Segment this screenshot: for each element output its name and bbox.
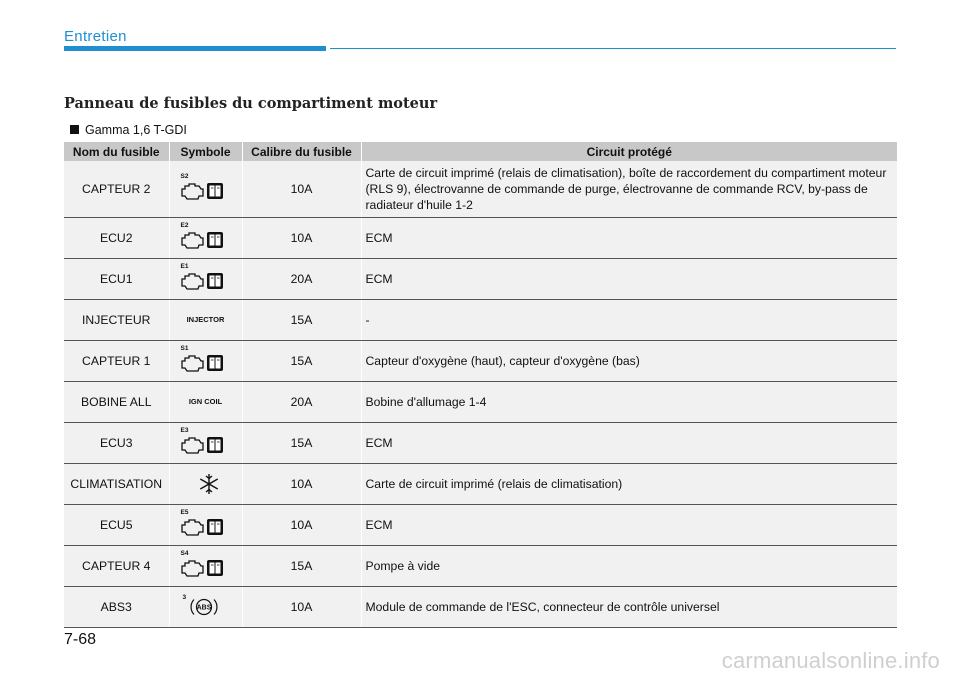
symbol-label: E5 (180, 509, 189, 516)
header-rule-thick (64, 46, 326, 51)
fuse-name: ECU1 (64, 259, 169, 300)
table-row (64, 464, 897, 505)
fuse-symbol (169, 218, 242, 259)
symbol-label: 3 (182, 594, 187, 601)
engine-manual-icon (181, 181, 225, 204)
header-circuit: Circuit protégé (361, 142, 897, 161)
symbol-label: E3 (180, 427, 189, 434)
fuse-symbol (169, 505, 242, 546)
fuse-rating: 10A (242, 464, 361, 505)
fuse-circuit: Capteur d'oxygène (haut), capteur d'oxygène (bas) (361, 341, 897, 382)
header-fuse-name: Nom du fusible (64, 142, 169, 161)
engine-manual-icon (181, 517, 225, 540)
fuse-symbol (169, 546, 242, 587)
fuse-name: CLIMATISATION (64, 464, 169, 505)
svg-text:ABS: ABS (196, 604, 211, 612)
symbol-text: IGN COIL (188, 397, 223, 406)
engine-variant-label: Gamma 1,6 T-GDI (85, 123, 187, 137)
table-row (64, 341, 897, 382)
fuse-circuit: Carte de circuit imprimé (relais de climatisation), boîte de raccordement du compartiment moteur (RLS 9), électrovanne de commande de purge, électrovanne de commande RCV, by-pass de radiateur d'huile 1-2 (361, 161, 897, 218)
engine-manual-icon (181, 271, 225, 294)
fuse-circuit: ECM (361, 259, 897, 300)
fuse-rating: 10A (242, 218, 361, 259)
fuse-circuit: Pompe à vide (361, 546, 897, 587)
fuse-name: ECU5 (64, 505, 169, 546)
fuse-circuit: Module de commande de l'ESC, connecteur de contrôle universel (361, 587, 897, 628)
table-row (64, 546, 897, 587)
symbol-label: E2 (180, 222, 189, 229)
symbol-label: E1 (180, 263, 189, 270)
fuse-symbol (169, 464, 242, 505)
engine-variant (70, 123, 187, 137)
symbol-label: S4 (180, 550, 189, 557)
fuse-circuit: ECM (361, 423, 897, 464)
fuse-name: CAPTEUR 4 (64, 546, 169, 587)
fuse-rating: 15A (242, 423, 361, 464)
fuse-name: INJECTEUR (64, 300, 169, 341)
fuse-name: CAPTEUR 2 (64, 161, 169, 218)
fuse-rating: 15A (242, 546, 361, 587)
header-rating: Calibre du fusible (242, 142, 361, 161)
fuse-name: ECU3 (64, 423, 169, 464)
page-heading: Panneau de fusibles du compartiment moteur (64, 95, 438, 112)
fuse-rating: 10A (242, 161, 361, 218)
fuse-symbol (169, 341, 242, 382)
fuse-name: ABS3 (64, 587, 169, 628)
fuse-table (64, 142, 897, 628)
table-row (64, 587, 897, 628)
fuse-name: ECU2 (64, 218, 169, 259)
fuse-symbol (169, 382, 242, 423)
fuse-rating: 10A (242, 505, 361, 546)
fuse-symbol (169, 259, 242, 300)
abs-icon (188, 596, 220, 621)
fuse-circuit: ECM (361, 505, 897, 546)
header-rule-thin (330, 48, 896, 49)
fuse-rating: 20A (242, 382, 361, 423)
page-number: 7-68 (64, 631, 97, 648)
fuse-name: CAPTEUR 1 (64, 341, 169, 382)
snowflake-icon (198, 473, 220, 498)
header-symbol: Symbole (169, 142, 242, 161)
table-header-row (64, 142, 897, 161)
symbol-label: S1 (180, 345, 189, 352)
engine-manual-icon (181, 435, 225, 458)
fuse-name: BOBINE ALL (64, 382, 169, 423)
bullet-square-icon (70, 125, 79, 134)
table-row (64, 505, 897, 546)
fuse-rating: 20A (242, 259, 361, 300)
engine-manual-icon (181, 230, 225, 253)
fuse-symbol (169, 423, 242, 464)
fuse-circuit: Bobine d'allumage 1-4 (361, 382, 897, 423)
table-row (64, 382, 897, 423)
table-row (64, 423, 897, 464)
symbol-label: S2 (180, 173, 189, 180)
fuse-rating: 15A (242, 300, 361, 341)
fuse-circuit: Carte de circuit imprimé (relais de climatisation) (361, 464, 897, 505)
fuse-rating: 15A (242, 341, 361, 382)
symbol-text: INJECTOR (186, 315, 225, 324)
engine-manual-icon (181, 558, 225, 581)
fuse-symbol (169, 300, 242, 341)
engine-manual-icon (181, 353, 225, 376)
fuse-symbol (169, 161, 242, 218)
table-row (64, 259, 897, 300)
fuse-circuit: ECM (361, 218, 897, 259)
fuse-symbol (169, 587, 242, 628)
fuse-circuit: - (361, 300, 897, 341)
section-title: Entretien (64, 28, 127, 45)
fuse-rating: 10A (242, 587, 361, 628)
watermark: carmanualsonline.info (721, 648, 940, 673)
table-row (64, 161, 897, 218)
table-row (64, 300, 897, 341)
table-row (64, 218, 897, 259)
